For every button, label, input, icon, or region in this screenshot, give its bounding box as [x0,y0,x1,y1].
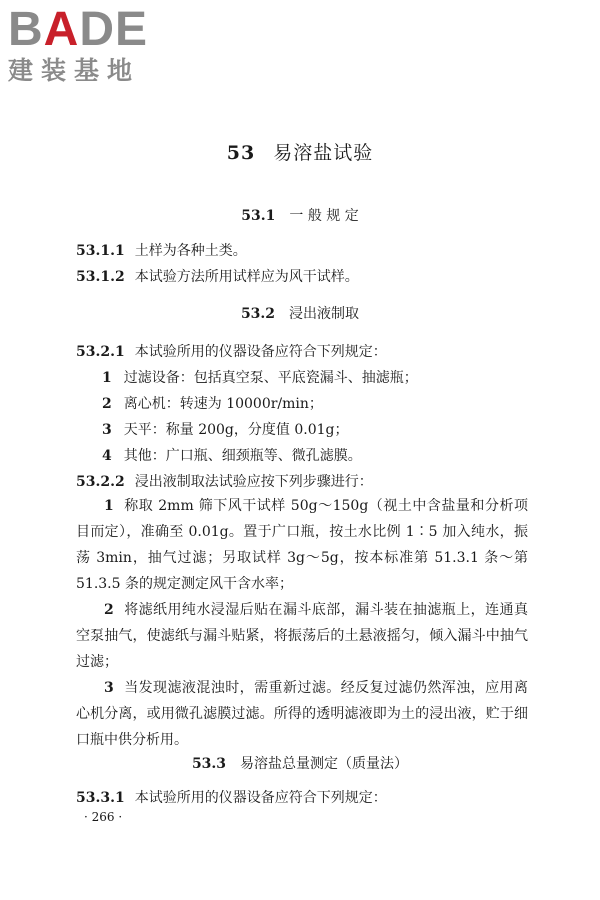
chapter-title: 53 易溶盐试验 [226,142,374,164]
procedure-step: 2 将滤纸用纯水浸湿后贴在漏斗底部，漏斗装在抽滤瓶上，连通真空泵抽气，使滤纸与漏斗贴紧，将振荡后的土悬液摇匀，倾入漏斗中抽气过滤； [76,602,528,670]
section-heading-53-3: 53.3 易溶盐总量测定（质量法） [191,756,409,772]
clause-53-1-2: 53.1.2 本试验方法所用试样应为风干试样。 [76,269,359,285]
procedure-step: 3 当发现滤液混浊时，需重新过滤。经反复过滤仍然浑浊，应用离心机分离，或用微孔滤膜过滤。所得的透明滤液即为土的浸出液，贮于细口瓶中供分析用。 [76,680,528,748]
list-item: 4 其他：广口瓶、细颈瓶等、微孔滤膜。 [102,448,362,464]
clause-53-2-1: 53.2.1 本试验所用的仪器设备应符合下列规定： [76,344,387,360]
logo-wordmark: BADE [8,3,149,56]
clause-53-2-2: 53.2.2 浸出液制取法试验应按下列步骤进行： [76,474,373,490]
clause-53-1-1: 53.1.1 土样为各种土类。 [76,243,247,259]
section-heading-53-2: 53.2 浸出液制取 [240,306,360,322]
procedure-step: 1 称取 2mm 筛下风干试样 50g～150g（视土中含盐量和分析项目而定），准确至 0.01g。置于广口瓶，按土水比例 1∶5 加入纯水，振荡 3min，抽气过滤；另取试样 3g～5g，按本标准第 51.3.1 条～第 51.3.5 条的规定测定风干含水率； [76,498,528,592]
list-item: 1 过滤设备：包括真空泵、平底瓷漏斗、抽滤瓶； [102,370,418,386]
logo-subtitle: 建装基地 [8,56,141,85]
clause-53-3-1: 53.3.1 本试验所用的仪器设备应符合下列规定： [76,790,387,806]
brand-logo [8,4,178,86]
page-number: · 266 · [84,810,123,824]
list-item: 2 离心机：转速为 10000r/min； [102,396,323,412]
section-heading-53-1: 53.1 一 般 规 定 [241,208,359,224]
list-item: 3 天平：称量 200g，分度值 0.01g； [102,422,349,438]
